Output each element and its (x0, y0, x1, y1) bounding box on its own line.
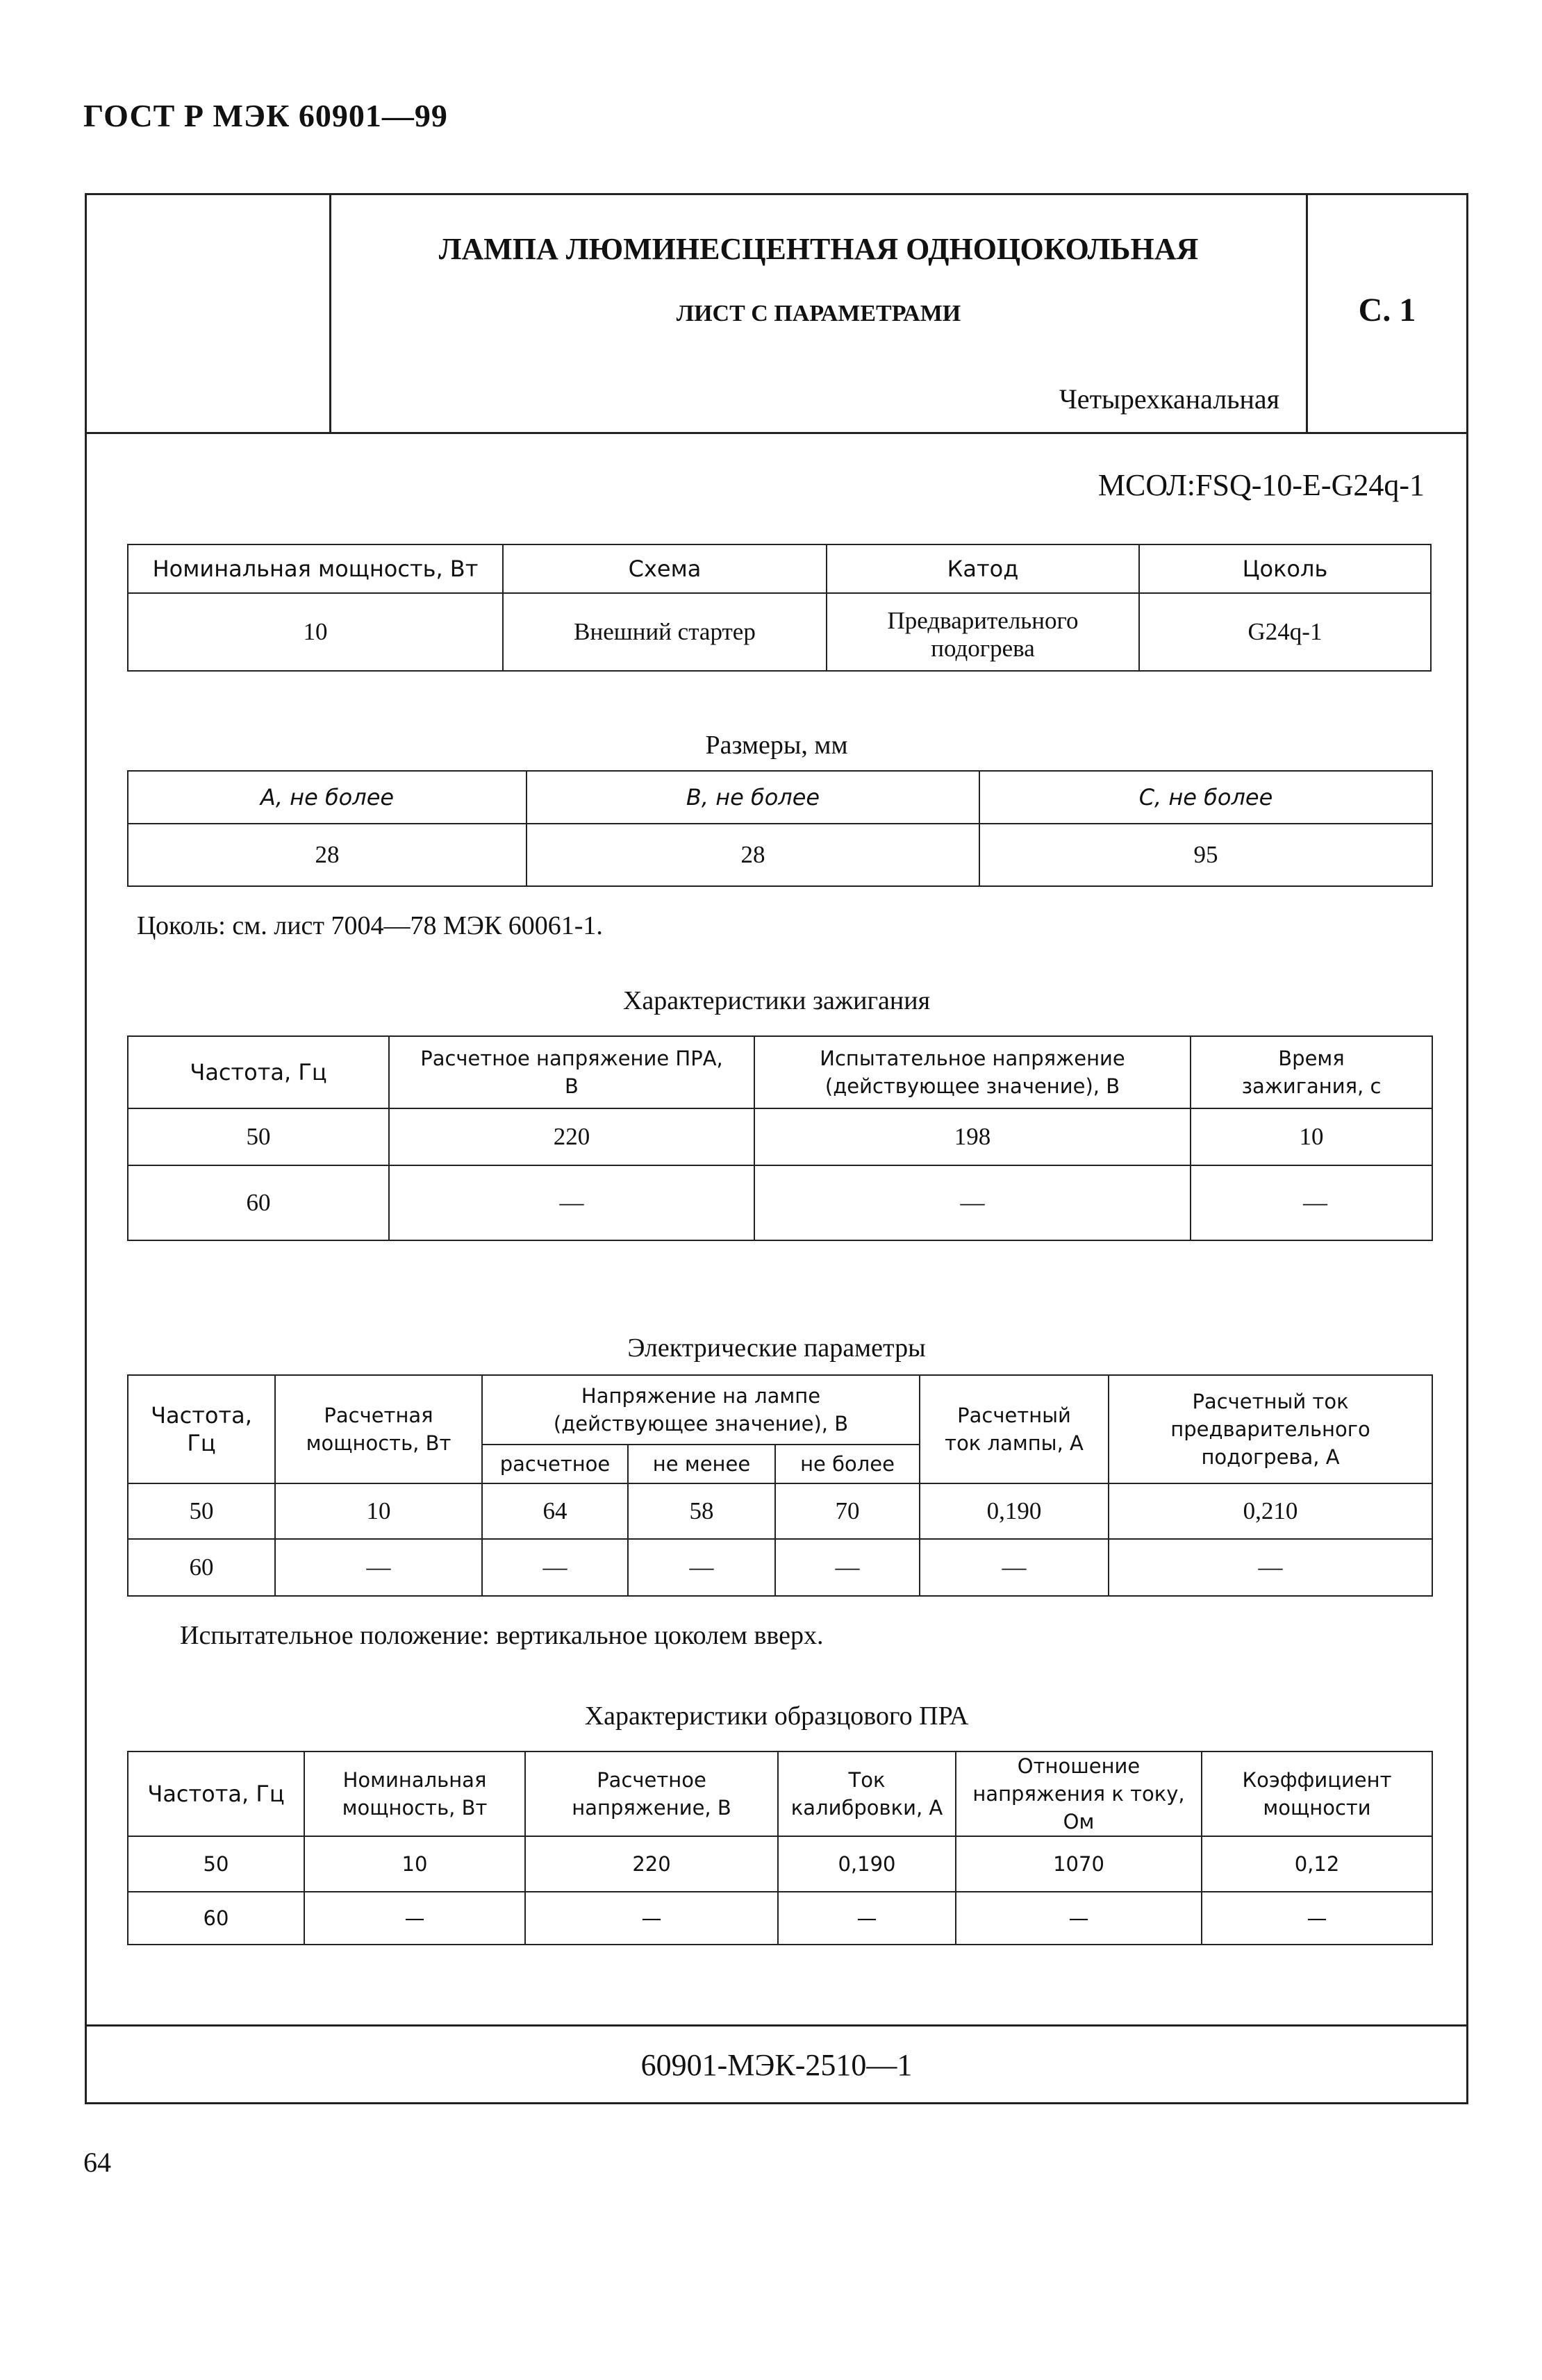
table-cell: — (389, 1165, 754, 1240)
header-logo-cell (87, 195, 331, 432)
dimensions-table (127, 770, 1433, 887)
column-header: Напряжение на лампе (действующее значение), В (482, 1375, 920, 1445)
column-header: расчетное (482, 1445, 628, 1483)
table-cell: 198 (754, 1108, 1191, 1165)
column-header: Время зажигания, с (1191, 1036, 1432, 1108)
column-header: В, не более (527, 771, 979, 824)
column-header: не менее (628, 1445, 775, 1483)
table-row (128, 1165, 1432, 1240)
table-cell: — (920, 1539, 1109, 1596)
table-cell: — (275, 1539, 482, 1596)
column-header: не более (775, 1445, 920, 1483)
table-cell: 0,210 (1109, 1483, 1432, 1539)
column-header: Частота, Гц (128, 1375, 275, 1483)
column-header: С, не более (979, 771, 1432, 824)
table-cell: 70 (775, 1483, 920, 1539)
column-header: Расчетный ток лампы, А (920, 1375, 1109, 1483)
table-cell: Внешний стартер (503, 593, 827, 671)
table-row (128, 1836, 1432, 1892)
table-row (128, 593, 1431, 671)
column-header: Расчетный ток предварительного подогрева, А (1109, 1375, 1432, 1483)
table-cell: 0,12 (1202, 1836, 1432, 1892)
table-cell: Предварительного подогрева (827, 593, 1139, 671)
table-cell: — (525, 1892, 778, 1945)
column-header: Частота, Гц (128, 1036, 389, 1108)
table-cell: G24q-1 (1139, 593, 1431, 671)
table-cell: — (1191, 1165, 1432, 1240)
table-cell: — (628, 1539, 775, 1596)
table-cell: 95 (979, 824, 1432, 886)
table-cell: 10 (128, 593, 503, 671)
table-row (128, 1108, 1432, 1165)
lamp-variant: Четырехканальная (1059, 383, 1279, 415)
column-header: Расчетное напряжение, В (525, 1751, 778, 1836)
ballast-table (127, 1751, 1433, 1945)
table-cell: 220 (389, 1108, 754, 1165)
table-cell: 60 (128, 1165, 389, 1240)
column-header: Отношение напряжения к току, Ом (956, 1751, 1202, 1836)
electrical-table (127, 1374, 1433, 1597)
table-cell: 10 (1191, 1108, 1432, 1165)
column-header: Частота, Гц (128, 1751, 304, 1836)
sheet-frame (85, 193, 1468, 2104)
column-header: Ток калибровки, А (778, 1751, 956, 1836)
electrical-caption: Электрические параметры (627, 1333, 926, 1363)
sheet-footer: 60901-МЭК-2510—1 (87, 2024, 1466, 2102)
header-title-cell (331, 195, 1308, 432)
table-cell: — (754, 1165, 1191, 1240)
test-position-note: Испытательное положение: вертикальное цоколем вверх. (180, 1621, 824, 1650)
lamp-designation: МСОЛ:FSQ-10-E-G24q-1 (1097, 468, 1425, 502)
column-header: Расчетное напряжение ПРА, В (389, 1036, 754, 1108)
table-cell: 1070 (956, 1836, 1202, 1892)
column-header: Расчетная мощность, Вт (275, 1375, 482, 1483)
table-cell: 50 (128, 1108, 389, 1165)
table-cell: 60 (128, 1539, 275, 1596)
column-header: Коэффициент мощности (1202, 1751, 1432, 1836)
table-cell: 10 (275, 1483, 482, 1539)
header-sheet-cell (1308, 195, 1466, 432)
table-cell: 50 (128, 1836, 304, 1892)
document-code: ГОСТ Р МЭК 60901—99 (83, 98, 448, 133)
table-cell: — (482, 1539, 628, 1596)
table-cell: 28 (527, 824, 979, 886)
column-header: Номинальная мощность, Вт (304, 1751, 525, 1836)
page-number: 64 (83, 2147, 111, 2178)
sheet-title: ЛАМПА ЛЮМИНЕСЦЕНТНАЯ ОДНОЦОКОЛЬНАЯ (438, 232, 1199, 266)
table-cell: 10 (304, 1836, 525, 1892)
column-header: А, не более (128, 771, 527, 824)
table-row (128, 1892, 1432, 1945)
table-cell: — (304, 1892, 525, 1945)
column-header: Катод (827, 544, 1139, 593)
table-cell: — (778, 1892, 956, 1945)
table-row (128, 1483, 1432, 1539)
table-cell: — (775, 1539, 920, 1596)
column-header: Цоколь (1139, 544, 1431, 593)
table-header-row (128, 1375, 1432, 1445)
table-row (128, 1539, 1432, 1596)
table-cell: 64 (482, 1483, 628, 1539)
table-cell: 220 (525, 1836, 778, 1892)
table-row (128, 824, 1432, 886)
table-header-row (128, 544, 1431, 593)
table-header-row (128, 1036, 1432, 1108)
table-cell: — (1109, 1539, 1432, 1596)
table-cell: 50 (128, 1483, 275, 1539)
table-header-row (128, 1751, 1432, 1836)
table-cell: 28 (128, 824, 527, 886)
sheet-number: С. 1 (1358, 292, 1416, 328)
column-header: Номинальная мощность, Вт (128, 544, 503, 593)
ignition-caption: Характеристики зажигания (622, 986, 931, 1015)
table-cell: — (1202, 1892, 1432, 1945)
table-cell: 0,190 (920, 1483, 1109, 1539)
column-header: Схема (503, 544, 827, 593)
sheet-header (87, 195, 1466, 434)
ballast-caption: Характеристики образцового ПРА (584, 1701, 969, 1731)
sheet-subtitle: ЛИСТ С ПАРАМЕТРАМИ (676, 301, 961, 326)
ignition-table (127, 1035, 1433, 1241)
lamp-table (127, 544, 1432, 672)
column-header: Испытательное напряжение (действующее значение), В (754, 1036, 1191, 1108)
table-cell: 0,190 (778, 1836, 956, 1892)
table-cell: 58 (628, 1483, 775, 1539)
cap-note: Цоколь: см. лист 7004—78 МЭК 60061-1. (137, 911, 603, 940)
table-header-row (128, 771, 1432, 824)
table-cell: 60 (128, 1892, 304, 1945)
table-cell: — (956, 1892, 1202, 1945)
dimensions-caption: Размеры, мм (705, 731, 848, 760)
